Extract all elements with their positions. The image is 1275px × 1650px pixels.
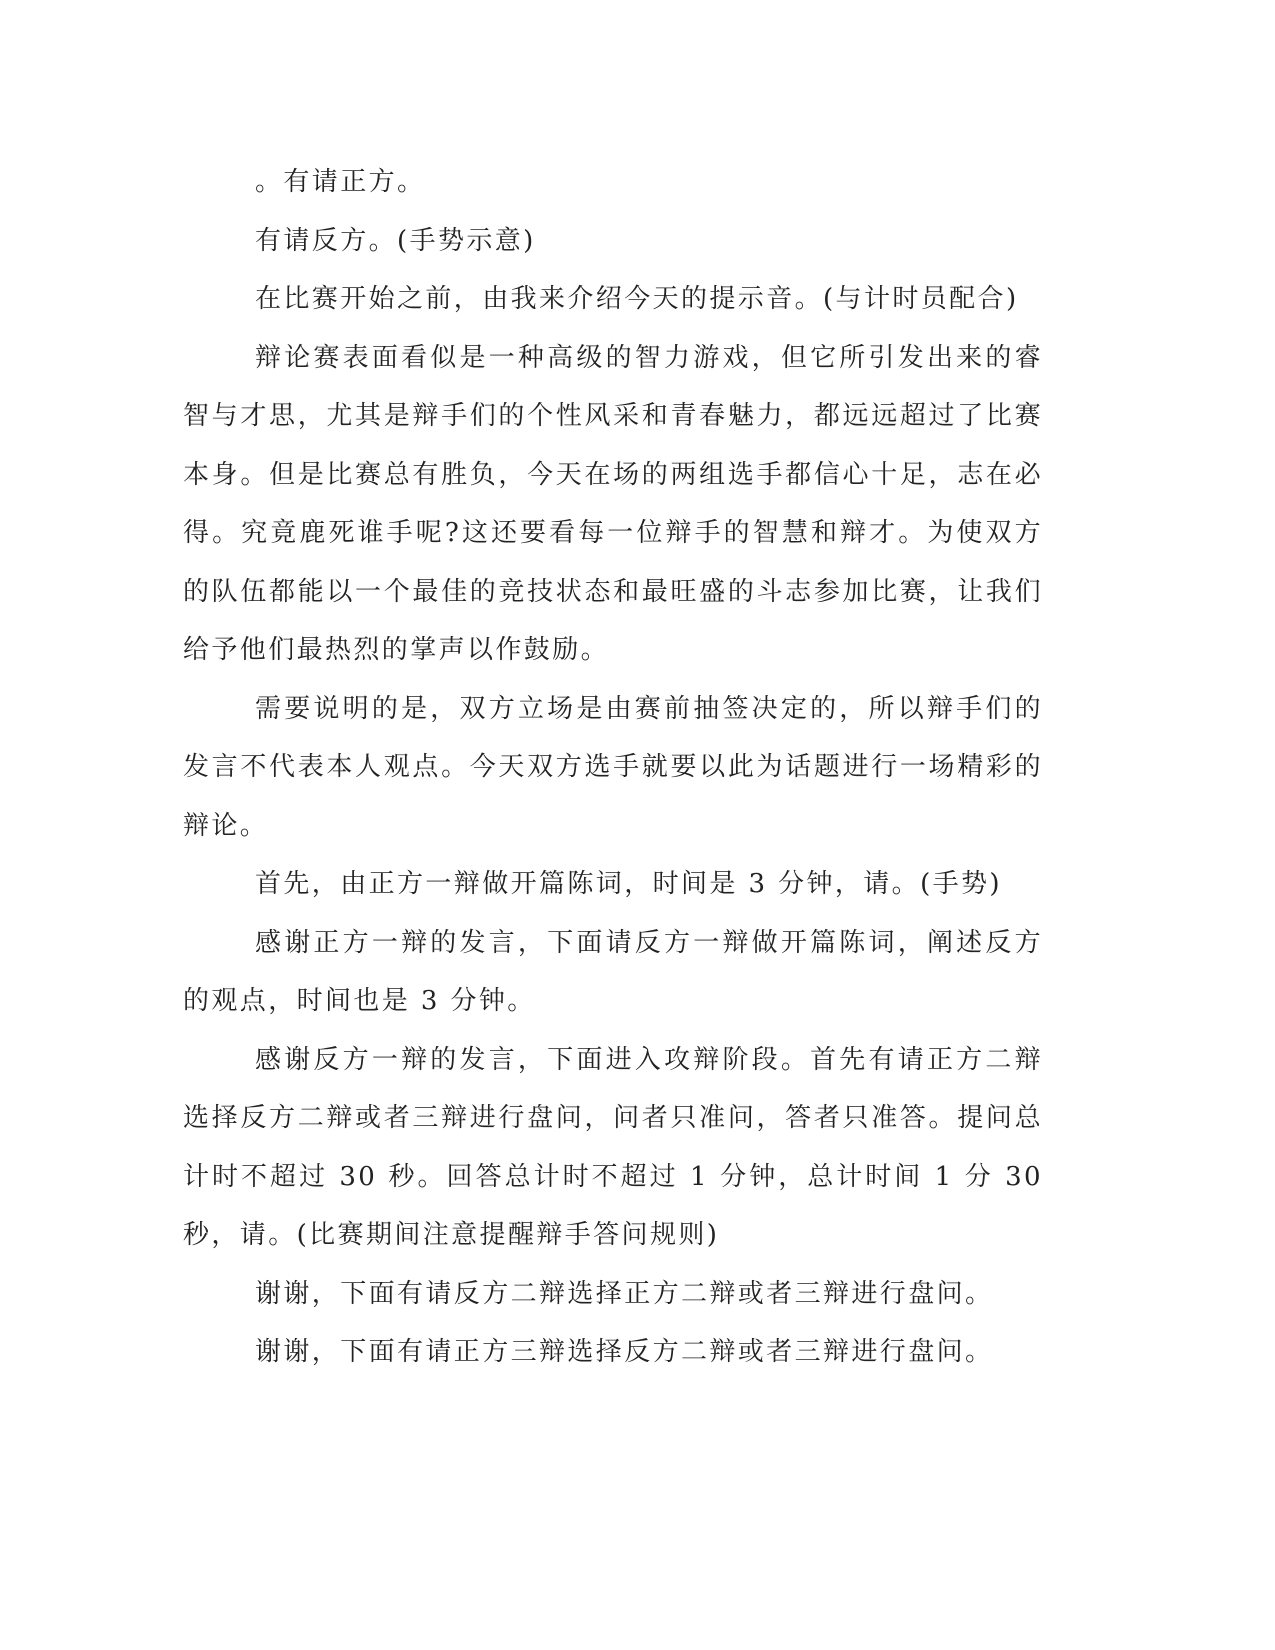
paragraph-5: 需要说明的是，双方立场是由赛前抽签决定的，所以辩手们的发言不代表本人观点。今天双方选手就要以此为话题进行一场精彩的辩论。 (183, 693, 1043, 841)
paragraph-4: 辩论赛表面看似是一种高级的智力游戏，但它所引发出来的睿智与才思，尤其是辩手们的个性风采和青春魅力，都远远超过了比赛本身。但是比赛总有胜负，今天在场的两组选手都信心十足，志在必得。究竟鹿死谁手呢?这还要看每一位辩手的智慧和辩才。为使双方的队伍都能以一个最佳的竞技状态和最旺盛的斗志参加比赛，让我们给予他们最热烈的掌声以作鼓励。 (183, 342, 1043, 665)
paragraph-7: 感谢正方一辩的发言，下面请反方一辩做开篇陈词，阐述反方的观点，时间也是 3 分钟。 (183, 927, 1043, 1016)
paragraph-10: 谢谢，下面有请正方三辩选择反方二辩或者三辩进行盘问。 (255, 1337, 994, 1367)
paragraph-2: 有请反方。(手势示意) (255, 225, 536, 256)
paragraph-1: 。有请正方。 (255, 167, 426, 197)
paragraph-6: 首先，由正方一辩做开篇陈词，时间是 3 分钟，请。(手势) (255, 869, 1002, 899)
document-body (183, 153, 1043, 1382)
paragraph-3: 在比赛开始之前，由我来介绍今天的提示音。(与计时员配合) (255, 284, 1019, 314)
paragraph-9: 谢谢，下面有请反方二辩选择正方二辩或者三辩进行盘问。 (255, 1278, 994, 1309)
paragraph-8: 感谢反方一辩的发言，下面进入攻辩阶段。首先有请正方二辩选择反方二辩或者三辩进行盘问，问者只准问，答者只准答。提问总计时不超过 30 秒。回答总计时不超过 1 分钟，总计时间 1 分 30 秒，请。(比赛期间注意提醒辩手答问规则) (183, 1044, 1043, 1250)
